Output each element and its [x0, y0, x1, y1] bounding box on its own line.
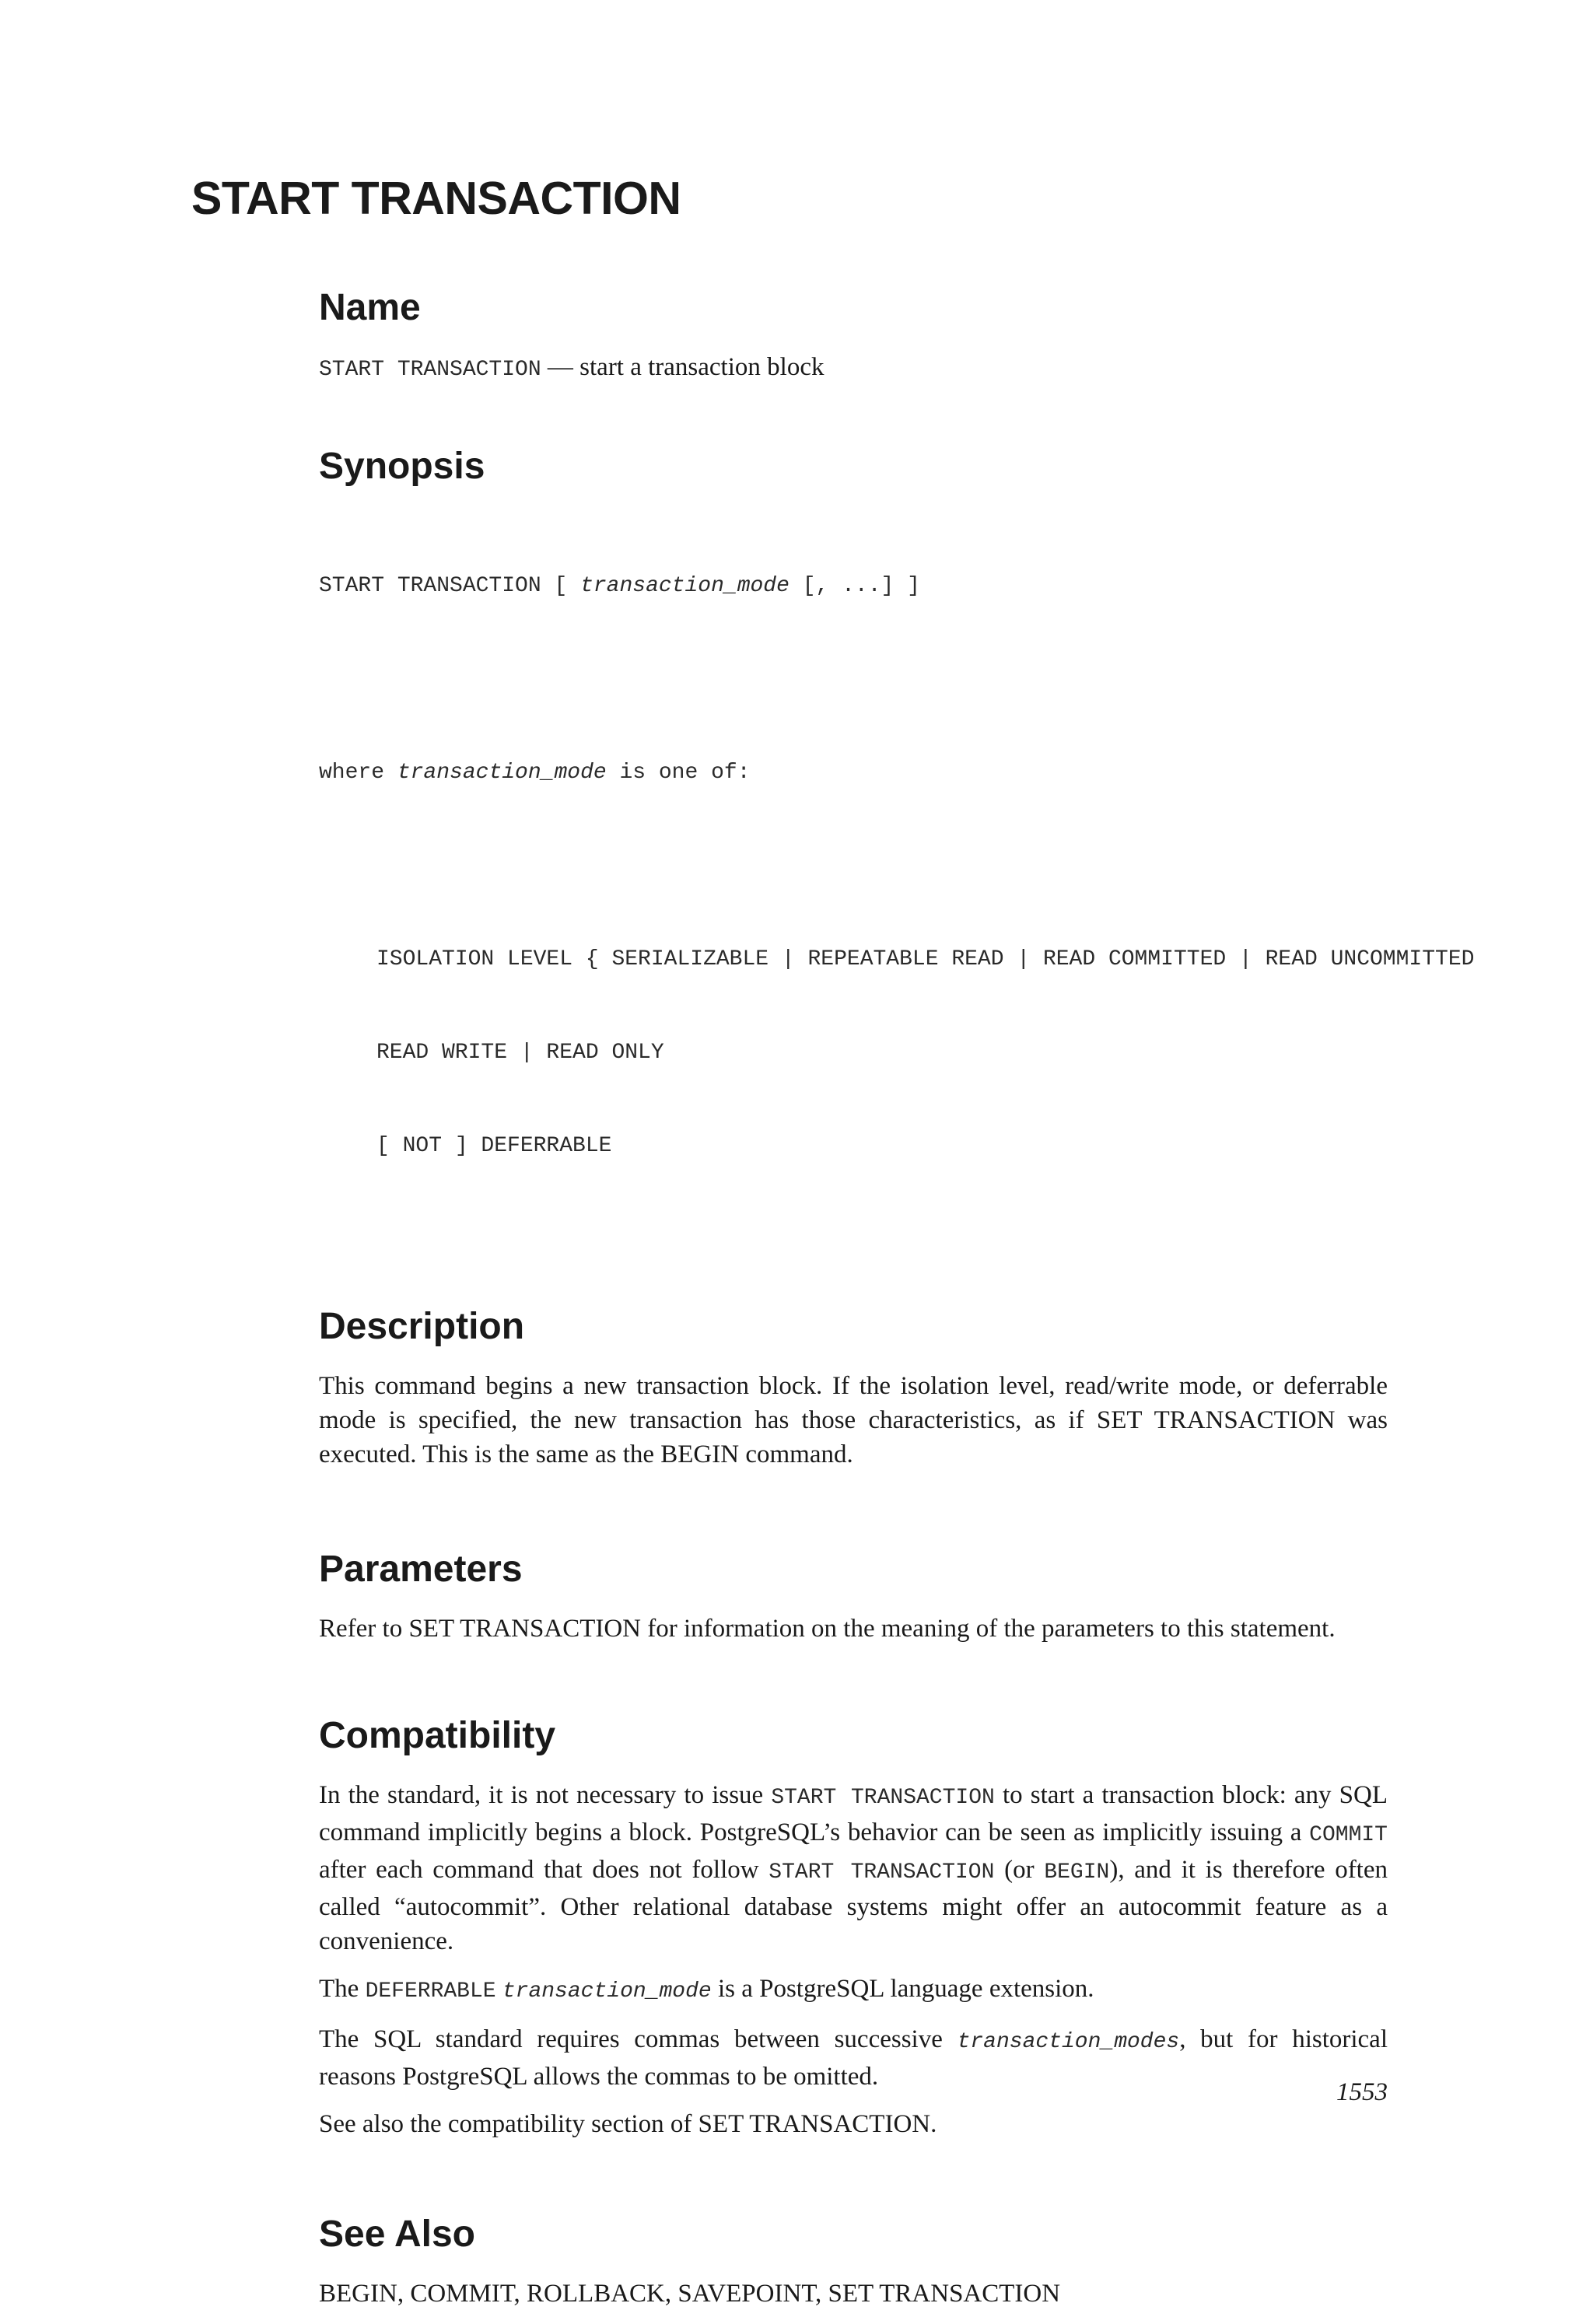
- page-number: 1553: [1336, 2078, 1388, 2106]
- see-also-list: BEGIN, COMMIT, ROLLBACK, SAVEPOINT, SET TRANSACTION: [319, 2280, 1061, 2308]
- text-run: , but for historical reasons PostgreSQL allows the commas to be omitted.: [319, 2025, 1388, 2091]
- synopsis-heading: Synopsis: [319, 446, 485, 487]
- code-literal: DEFERRABLE: [365, 1979, 496, 2004]
- parameters-heading: Parameters: [319, 1549, 523, 1590]
- code-literal: START TRANSACTION: [771, 1786, 995, 1810]
- text-run: (or: [994, 1856, 1045, 1884]
- page-title: START TRANSACTION: [191, 173, 681, 224]
- name-section: [319, 283, 1388, 387]
- compatibility-section: [319, 1711, 1388, 2141]
- code-text: [, ...] ]: [789, 574, 920, 598]
- description-text: This command begins a new transaction block. If the isolation level, read/write mode, or deferrable mode is specified, the new transaction has those characteristics, as if SET TRANSACTION was executed. This is the same as the BEGIN command.: [319, 1372, 1388, 1468]
- description-section: [319, 1302, 1388, 1472]
- mode-option-isolation: ISOLATION LEVEL { SERIALIZABLE | REPEATABLE READ | READ COMMITTED | READ UNCOMMITTED: [376, 947, 1475, 971]
- see-also-heading: See Also: [319, 2214, 475, 2255]
- compatibility-paragraph-2: [319, 1972, 1388, 2009]
- blank-line: [319, 664, 1388, 695]
- parameters-section: [319, 1545, 1388, 1646]
- text-run: The: [319, 1975, 366, 2003]
- compatibility-paragraph-4: See also the compatibility section of SET TRANSACTION.: [319, 2110, 937, 2138]
- main-content: [319, 283, 1475, 2324]
- text-run: to start a transaction block: any SQL command implicitly begins a block. PostgreSQL’s behavior can be seen as implicitly issuing a: [319, 1781, 1388, 1846]
- command-summary: — start a transaction block: [541, 353, 825, 381]
- code-param: transaction_mode: [580, 574, 789, 598]
- code-text: START TRANSACTION [: [319, 574, 581, 598]
- blank-line: [319, 851, 1388, 882]
- code-literal: BEGIN: [1044, 1860, 1110, 1885]
- mode-option-read-write: READ WRITE | READ ONLY: [376, 1041, 664, 1065]
- name-line: [319, 350, 1388, 387]
- description-heading: Description: [319, 1306, 525, 1347]
- mode-option-deferrable: [ NOT ] DEFERRABLE: [376, 1134, 612, 1158]
- compatibility-paragraph-3: [319, 2022, 1388, 2094]
- see-also-section: [319, 2210, 1388, 2311]
- code-literal: COMMIT: [1309, 1823, 1388, 1847]
- text-run: is a PostgreSQL language extension.: [711, 1975, 1094, 2003]
- text-run: The SQL standard requires commas between successive: [319, 2025, 958, 2053]
- code-param: transaction_mode: [397, 761, 607, 785]
- text-run: ), and it is therefore often called “autocommit”. Other relational database systems might offer an autocommit feature as a convenience.: [319, 1856, 1388, 1955]
- code-text: is one of:: [606, 761, 751, 785]
- command-name: START TRANSACTION: [319, 358, 541, 382]
- text-run: In the standard, it is not necessary to issue: [319, 1781, 772, 1809]
- code-param: transaction_mode: [502, 1979, 712, 2004]
- parameters-text: Refer to SET TRANSACTION for information on the meaning of the parameters to this statement.: [319, 1615, 1336, 1643]
- synopsis-line-1: [319, 571, 1388, 602]
- synopsis-line-2: [319, 758, 1388, 789]
- name-heading: Name: [319, 287, 421, 328]
- compatibility-paragraph-1: [319, 1778, 1388, 1958]
- code-text: where: [319, 761, 397, 785]
- synopsis-code: [319, 509, 1475, 1224]
- code-param: transaction_modes: [957, 2030, 1180, 2054]
- compatibility-heading: Compatibility: [319, 1715, 556, 1756]
- code-literal: START TRANSACTION: [768, 1860, 995, 1885]
- synopsis-section: [319, 442, 1475, 1224]
- text-run: after each command that does not follow: [319, 1856, 769, 1884]
